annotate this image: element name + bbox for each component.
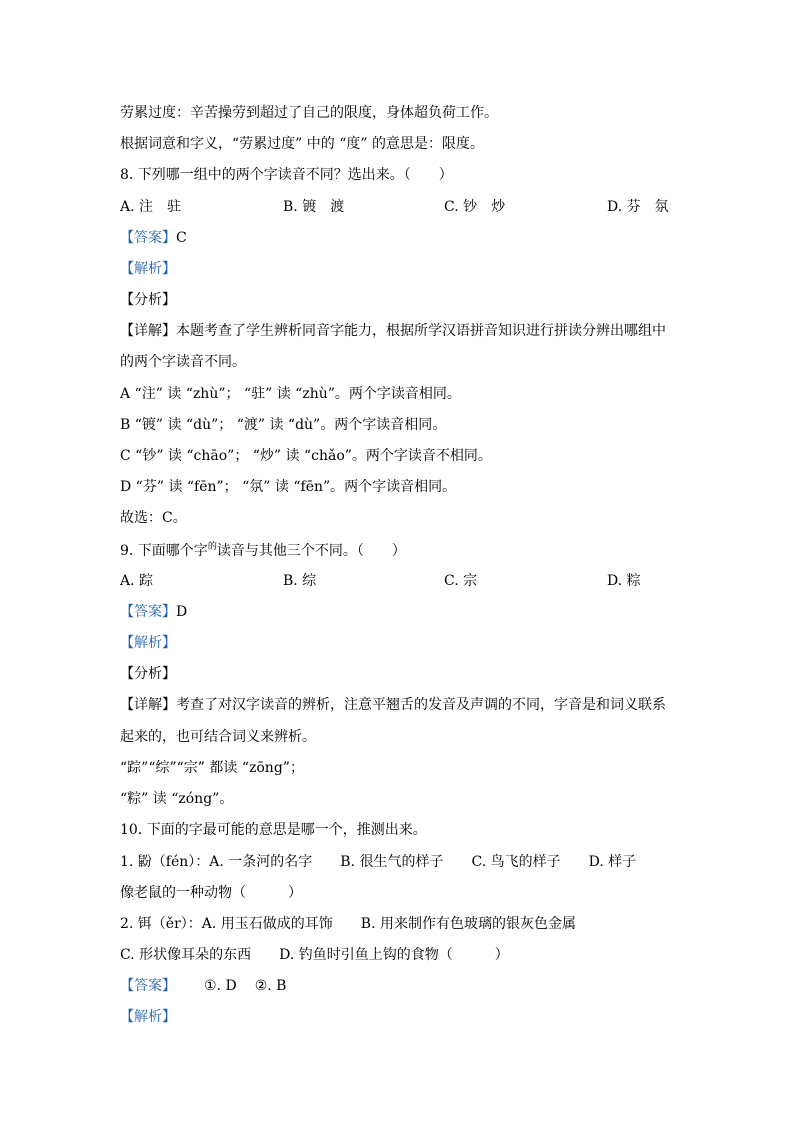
question-9-part-1: 9. 下面哪个字 bbox=[120, 543, 208, 559]
detail-text: 本题考查了学生辨析同音字能力，根据所学汉语拼音知识进行拼读分辨出哪组中 bbox=[176, 323, 666, 339]
question-9-part-2: 读音与其他三个不同。（ ） bbox=[216, 543, 406, 559]
question-10: 10. 下面的字最可能的意思是哪一个，推测出来。 bbox=[120, 822, 427, 838]
answer-tag: 【答案】 bbox=[120, 604, 176, 620]
option-d: D. 芬 氛 bbox=[607, 199, 669, 215]
option-a: A. 踪 bbox=[120, 573, 154, 589]
answer-tag: 【答案】 bbox=[120, 230, 176, 246]
question-10-item-2-cont: C. 形状像耳朵的东西 D. 钓鱼时引鱼上钩的食物（ ） bbox=[120, 947, 509, 963]
question-8: 8. 下列哪一组中的两个字读音不同？选出来。（ ） bbox=[120, 167, 453, 183]
detail-line-2: 的两个字读音不同。 bbox=[120, 354, 246, 370]
question-10-item-1: 1. 鼢（fén）：A. 一条河的名字 B. 很生气的样子 C. 鸟飞的样子 D. 样子 bbox=[120, 854, 637, 870]
answer-line bbox=[120, 976, 674, 996]
option-c: C. 宗 bbox=[444, 573, 478, 589]
analysis-tag-text: 【解析】 bbox=[120, 1009, 176, 1025]
definition-line: 劳累过度：辛苦操劳到超过了自己的限度，身体超负荷工作。 bbox=[120, 105, 498, 121]
option-a: A. 注 驻 bbox=[120, 199, 182, 215]
answer-line bbox=[120, 228, 674, 248]
analysis-tag bbox=[120, 633, 674, 653]
option-b: B. 综 bbox=[283, 573, 317, 589]
analysis-tag-text: 【解析】 bbox=[120, 261, 176, 277]
analysis-tag bbox=[120, 259, 674, 279]
detail-line-1 bbox=[120, 321, 674, 341]
fenxi-tag bbox=[120, 664, 674, 684]
answer-value: C bbox=[176, 230, 187, 246]
explain-b: B “镀” 读 “dù”； “渡” 读 “dù”。两个字读音相同。 bbox=[120, 417, 447, 433]
explain-d: D “芬” 读 “fēn”； “氛” 读 “fēn”。两个字读音相同。 bbox=[120, 479, 457, 495]
question-9 bbox=[120, 541, 674, 563]
fenxi-tag bbox=[120, 290, 674, 310]
question-9-sup: 的 bbox=[207, 542, 217, 552]
conclusion-line: 根据词意和字义，“劳累过度” 中的 “度” 的意思是：限度。 bbox=[120, 136, 484, 152]
fenxi-tag-text: 【分析】 bbox=[120, 666, 176, 682]
option-b: B. 镀 渡 bbox=[283, 199, 345, 215]
detail-line-2: 起来的，也可结合词义来辨析。 bbox=[120, 729, 316, 745]
analysis-tag-text: 【解析】 bbox=[120, 635, 176, 651]
detail-tag: 【详解】 bbox=[120, 323, 176, 339]
answer-value-1: ①. D bbox=[204, 978, 237, 994]
option-d: D. 粽 bbox=[607, 573, 641, 589]
question-10-item-2: 2. 铒（ěr）：A. 用玉石做成的耳饰 B. 用来制作有色玻璃的银灰色金属 bbox=[120, 916, 576, 932]
answer-value: D bbox=[176, 604, 188, 620]
question-10-item-1-cont: 像老鼠的一种动物（ ） bbox=[120, 885, 302, 901]
explain-a: A “注” 读 “zhù”； “驻” 读 “zhù”。两个字读音相同。 bbox=[120, 386, 461, 402]
option-c: C. 钞 炒 bbox=[444, 199, 506, 215]
detail-tag: 【详解】 bbox=[120, 697, 176, 713]
answer-tag: 【答案】 bbox=[120, 978, 176, 994]
answer-line bbox=[120, 602, 674, 622]
note-line-2: “粽” 读 “zóng”。 bbox=[120, 791, 234, 807]
detail-line-1 bbox=[120, 695, 674, 715]
explain-c: C “钞” 读 “chāo”； “炒” 读 “chǎo”。两个字读音不相同。 bbox=[120, 448, 492, 464]
analysis-tag bbox=[120, 1007, 674, 1027]
note-line-1: “踪”“综”“宗” 都读 “zōng”； bbox=[120, 760, 304, 776]
fenxi-tag-text: 【分析】 bbox=[120, 292, 176, 308]
answer-value-2: ②. B bbox=[254, 978, 287, 994]
detail-text: 考查了对汉字读音的辨析，注意平翘舌的发音及声调的不同，字音是和词义联系 bbox=[176, 697, 666, 713]
choice-line: 故选：C。 bbox=[120, 510, 187, 526]
